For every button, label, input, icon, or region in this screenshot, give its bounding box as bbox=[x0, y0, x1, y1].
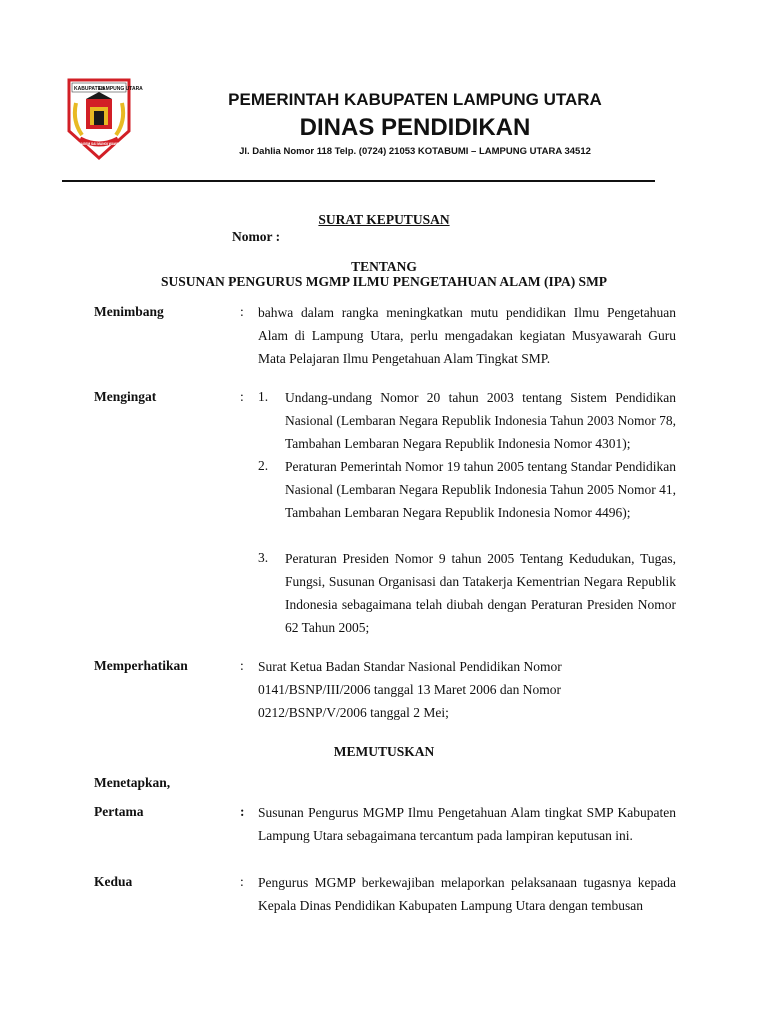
section-colon: : bbox=[240, 389, 244, 404]
section-text-memperhatikan: Surat Ketua Badan Standar Nasional Pendidikan Nomor 0141/BSNP/III/2006 tanggal 13 Maret 2006 dan Nomor 0212/BSNP/V/2006 tanggal 2 Mei; bbox=[258, 659, 562, 720]
section-label-pertama: Pertama bbox=[94, 804, 144, 819]
list-item-text: Peraturan Presiden Nomor 9 tahun 2005 Tentang Kedudukan, Tugas, Fungsi, Susunan Organisasi dan Tatakerja Kementrian Negara Republik Indonesia sebagaimana telah diubah dengan Peraturan Presiden Nomor 62 Tahun 2005; bbox=[285, 551, 676, 635]
section-label-menimbang: Menimbang bbox=[94, 304, 164, 319]
decision-heading: MEMUTUSKAN bbox=[333, 744, 435, 759]
list-item-text: Undang-undang Nomor 20 tahun 2003 tentang Sistem Pendidikan Nasional (Lembaran Negara Republik Indonesia Tahun 2003 Nomor 78, Tambahan Lembaran Negara Republik Indonesia Nomor 4301); bbox=[285, 390, 676, 451]
logo-caption-right: LAMPUNG UTARA bbox=[99, 86, 143, 92]
section-colon: : bbox=[240, 804, 245, 819]
section-text-kedua: Pengurus MGMP berkewajiban melaporkan pelaksanaan tugasnya kepada Kepala Dinas Pendidikan Kabupaten Lampung Utara dengan tembusan bbox=[258, 875, 676, 913]
document-tentang: TENTANG bbox=[351, 259, 417, 274]
logo-motto: RAGEM SAI MANGI WAWAI bbox=[78, 142, 120, 146]
section-label-memperhatikan: Memperhatikan bbox=[94, 658, 188, 673]
letterhead-address: Jl. Dahlia Nomor 118 Telp. (0724) 21053 KOTABUMI – LAMPUNG UTARA 34512 bbox=[239, 146, 591, 157]
letterhead-government: PEMERINTAH KABUPATEN LAMPUNG UTARA bbox=[228, 90, 602, 109]
letterhead-divider bbox=[62, 180, 655, 182]
section-colon: : bbox=[240, 874, 244, 889]
document-heading: SURAT KEPUTUSAN bbox=[318, 212, 450, 227]
section-colon: : bbox=[240, 658, 244, 673]
menetapkan-label: Menetapkan, bbox=[94, 775, 171, 790]
section-colon: : bbox=[240, 304, 244, 319]
section-label-mengingat: Mengingat bbox=[94, 389, 157, 404]
list-item-number: 3. bbox=[258, 550, 269, 565]
logo-caption-left: KABUPATEN bbox=[74, 86, 105, 92]
list-item-number: 1. bbox=[258, 389, 269, 404]
document-subject: SUSUNAN PENGURUS MGMP ILMU PENGETAHUAN ALAM (IPA) SMP bbox=[160, 274, 608, 289]
letterhead-agency: DINAS PENDIDIKAN bbox=[299, 114, 531, 141]
section-text-menimbang: bahwa dalam rangka meningkatkan mutu pendidikan Ilmu Pengetahuan Alam di Lampung Utara, perlu mengadakan kegiatan Musyawarah Guru Mata Pelajaran Ilmu Pengetahuan Alam Tingkat SMP. bbox=[258, 305, 676, 366]
list-item-number: 2. bbox=[258, 458, 269, 473]
regency-coat-of-arms-icon bbox=[66, 77, 143, 161]
list-item-text: Peraturan Pemerintah Nomor 19 tahun 2005 tentang Standar Pendidikan Nasional (Lembaran Negara Republik Indonesia Tahun 2005 Nomor 41, Tambahan Lembaran Negara Republik Indonesia Nomor 4496); bbox=[285, 459, 676, 520]
section-label-kedua: Kedua bbox=[94, 874, 133, 889]
section-text-pertama: Susunan Pengurus MGMP Ilmu Pengetahuan Alam tingkat SMP Kabupaten Lampung Utara sebagaimana tercantum pada lampiran keputusan ini. bbox=[258, 805, 676, 843]
document-number: Nomor : bbox=[232, 229, 281, 244]
